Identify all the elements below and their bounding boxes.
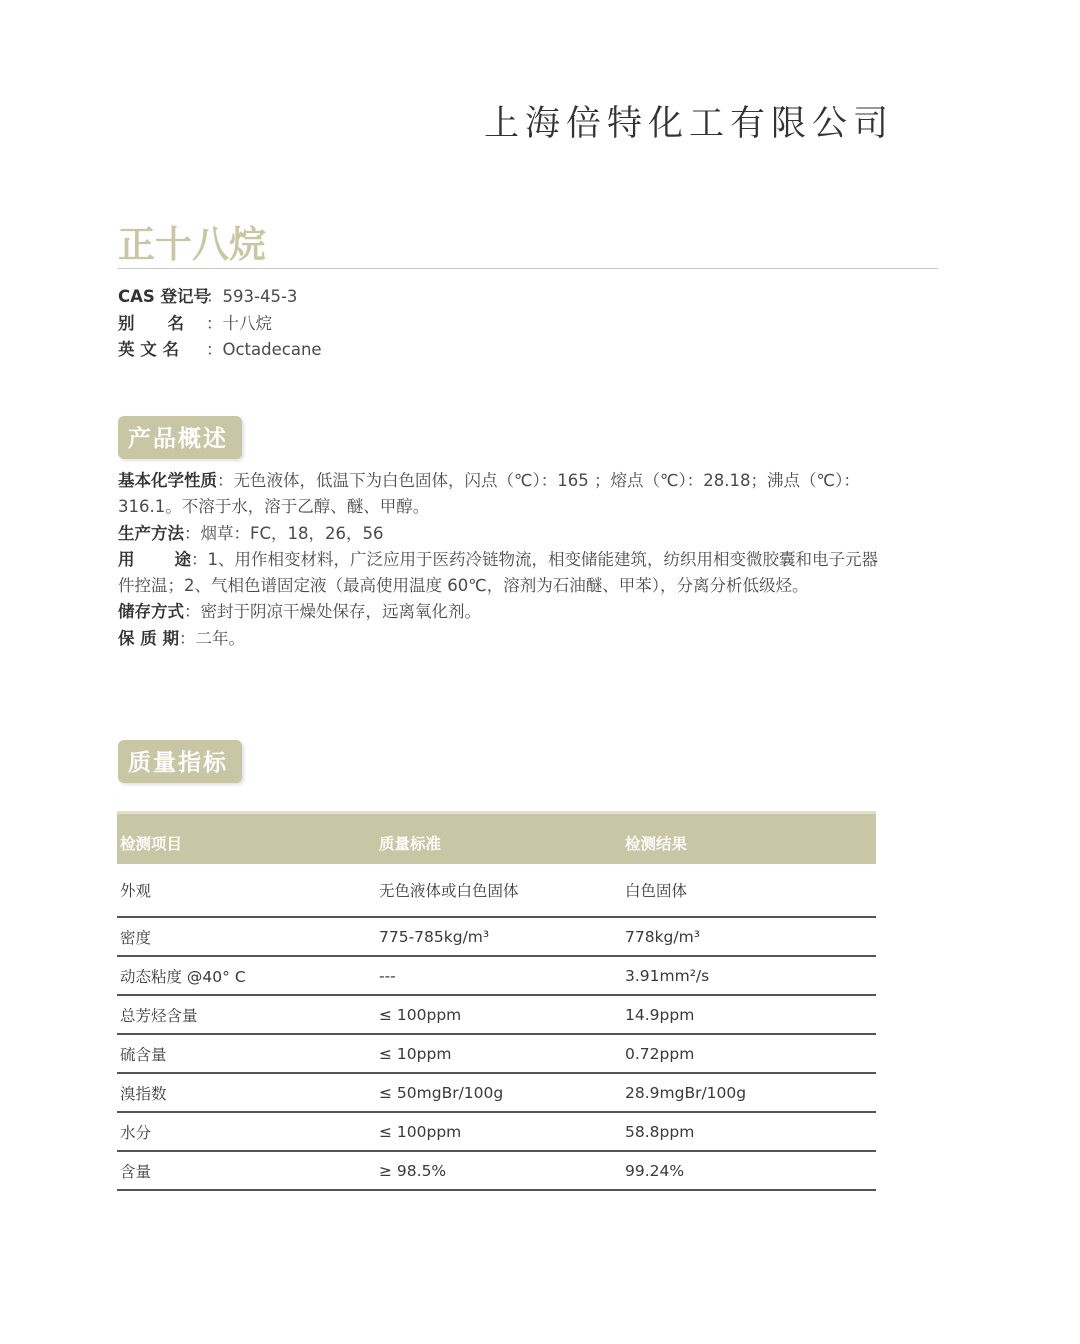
table-row — [117, 1073, 876, 1112]
production-method: 生产方法：烟草：FC，18，26，56 — [118, 521, 888, 547]
usage-text: 1、用作相变材料，广泛应用于医药冷链物流，相变储能建筑，纺织用相变微胶囊和电子元器件控温；2、气相色谱固定液（最高使用温度 60℃，溶剂为石油醚、甲苯），分离分析低级烃。 — [118, 549, 878, 596]
cas-value: 593-45-3 — [222, 287, 298, 306]
usage: 用 途：1、用作相变材料，广泛应用于医药冷链物流，相变储能建筑，纺织用相变微胶囊和电子元器件控温；2、气相色谱固定液（最高使用温度 60℃，溶剂为石油醚、甲苯），分离分析低级烃。 — [118, 547, 888, 600]
usage-label-b: 途 — [174, 549, 191, 569]
table-header-row — [117, 813, 876, 865]
cell-item: 水分 — [117, 1112, 376, 1151]
info-row-english-name: 英 文 名 ：Octadecane — [118, 337, 322, 364]
cell-result: 778kg/m³ — [622, 917, 876, 956]
cell-standard: ≤ 100ppm — [376, 1112, 622, 1151]
cell-item: 硫含量 — [117, 1034, 376, 1073]
product-overview — [118, 468, 888, 652]
cell-standard: ≤ 50mgBr/100g — [376, 1073, 622, 1112]
company-name: 上海倍特化工有限公司 — [483, 104, 894, 144]
info-row-alias: 别 名 ：十八烷 — [118, 311, 322, 338]
cell-result: 58.8ppm — [622, 1112, 876, 1151]
storage-label: 储存方式 — [118, 602, 184, 622]
usage-label-a: 用 — [118, 549, 135, 569]
basic-properties-text: 无色液体，低温下为白色固体，闪点（℃）：165 ；熔点（℃）：28.18；沸点（℃）：316.1。不溶于水，溶于乙醇、醚、甲醇。 — [118, 471, 860, 517]
production-method-label: 生产方法 — [118, 523, 184, 543]
product-title: 正十八烷 — [118, 223, 266, 266]
english-name-label: 英 文 名 — [118, 340, 179, 359]
info-row-cas: CAS 登记号：593-45-3 — [118, 284, 322, 311]
table-row — [117, 1034, 876, 1073]
english-name-value: Octadecane — [222, 340, 322, 359]
cell-result: 28.9mgBr/100g — [622, 1073, 876, 1112]
cell-standard: ≤ 10ppm — [376, 1034, 622, 1073]
cell-standard: 无色液体或白色固体 — [376, 864, 622, 917]
cell-result: 3.91mm²/s — [622, 956, 876, 995]
header-test-item: 检测项目 — [117, 813, 376, 865]
shelf-life: 保 质 期：二年。 — [118, 626, 888, 652]
cell-result: 0.72ppm — [622, 1034, 876, 1073]
cell-standard: 775-785kg/m³ — [376, 917, 622, 956]
cell-standard: ≥ 98.5% — [376, 1151, 622, 1190]
table-row — [117, 995, 876, 1034]
table-row — [117, 956, 876, 995]
cell-item: 动态粘度 @40° C — [117, 956, 376, 995]
section-heading-overview: 产品概述 — [118, 416, 242, 459]
table-row — [117, 1112, 876, 1151]
cell-item: 溴指数 — [117, 1073, 376, 1112]
cell-result: 白色固体 — [622, 864, 876, 917]
cas-label: CAS 登记号 — [118, 287, 211, 306]
basic-properties: 基本化学性质：无色液体，低温下为白色固体，闪点（℃）：165 ；熔点（℃）：28.18；沸点（℃）：316.1。不溶于水，溶于乙醇、醚、甲醇。 — [118, 468, 888, 521]
section-heading-quality: 质量指标 — [118, 740, 242, 783]
basic-properties-label: 基本化学性质 — [118, 471, 217, 490]
cell-item: 总芳烃含量 — [117, 995, 376, 1034]
shelf-life-label: 保 质 期 — [118, 628, 179, 648]
production-method-text: 烟草：FC，18，26，56 — [200, 523, 384, 543]
quality-table — [117, 811, 876, 1191]
storage: 储存方式：密封于阴凉干燥处保存，远离氧化剂。 — [118, 599, 888, 625]
table-row — [117, 917, 876, 956]
cell-item: 外观 — [117, 864, 376, 917]
header-result: 检测结果 — [622, 813, 876, 865]
alias-label: 别 名 — [118, 313, 184, 333]
cell-result: 99.24% — [622, 1151, 876, 1190]
cell-standard: ≤ 100ppm — [376, 995, 622, 1034]
cell-result: 14.9ppm — [622, 995, 876, 1034]
cell-item: 密度 — [117, 917, 376, 956]
header-standard: 质量标准 — [376, 813, 622, 865]
cell-standard: --- — [376, 956, 622, 995]
cell-item: 含量 — [117, 1151, 376, 1190]
product-identifiers — [118, 284, 322, 364]
shelf-life-text: 二年。 — [195, 628, 245, 648]
table-row — [117, 864, 876, 917]
alias-value: 十八烷 — [222, 313, 272, 333]
storage-text: 密封于阴凉干燥处保存，远离氧化剂。 — [200, 602, 481, 622]
title-divider — [118, 268, 938, 269]
table-row — [117, 1151, 876, 1190]
